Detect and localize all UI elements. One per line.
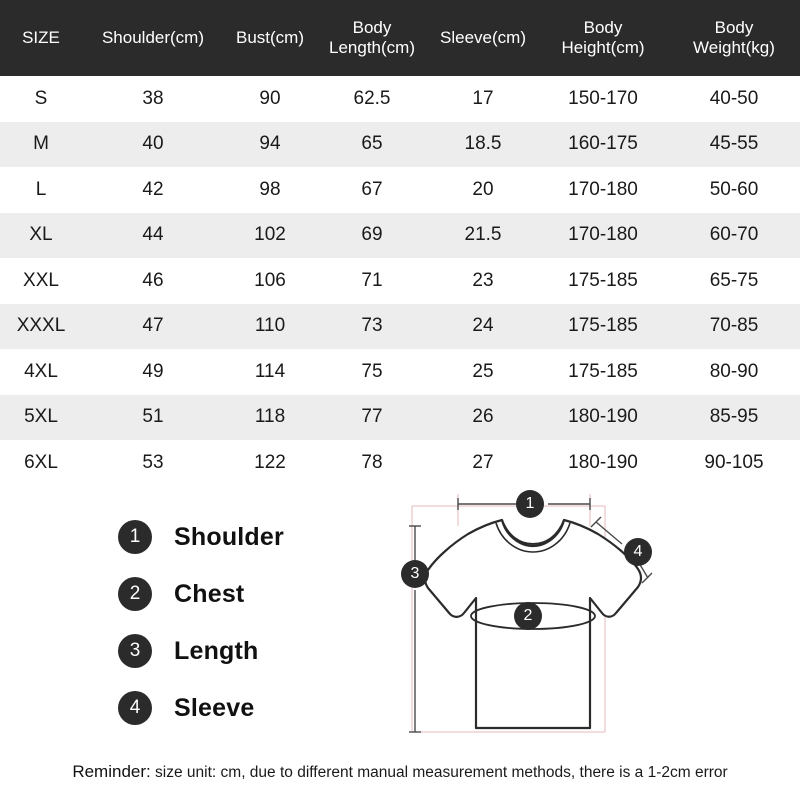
cell-size: 4XL <box>0 349 82 395</box>
diagram-badge-2: 2 <box>514 602 542 630</box>
legend-label: Chest <box>174 579 245 608</box>
cell-body-height: 150-170 <box>538 76 668 122</box>
legend-item-shoulder <box>118 509 378 566</box>
cell-body-weight: 60-70 <box>668 213 800 259</box>
cell-size: XXL <box>0 258 82 304</box>
legend-item-length <box>118 623 378 680</box>
reminder-label: Reminder: <box>72 762 151 781</box>
cell-body-height: 170-180 <box>538 167 668 213</box>
table-header <box>0 0 800 76</box>
cell-body-weight: 70-85 <box>668 304 800 350</box>
table-row <box>0 122 800 168</box>
cell-bust: 98 <box>224 167 316 213</box>
reminder-note <box>0 762 800 782</box>
legend-item-sleeve <box>118 680 378 737</box>
cell-body-height: 175-185 <box>538 258 668 304</box>
header-line: Body <box>714 17 754 37</box>
cell-body-height: 180-190 <box>538 395 668 441</box>
table-row <box>0 76 800 122</box>
header-line: Length(cm) <box>329 38 415 57</box>
table-row <box>0 349 800 395</box>
cell-body-height: 180-190 <box>538 440 668 486</box>
cell-shoulder: 46 <box>82 258 224 304</box>
column-header-bust <box>224 0 316 76</box>
tshirt-diagram <box>390 486 690 746</box>
cell-body-weight: 65-75 <box>668 258 800 304</box>
cell-bust: 114 <box>224 349 316 395</box>
header-line: SIZE <box>22 27 60 47</box>
cell-body-length: 62.5 <box>316 76 428 122</box>
cell-sleeve: 27 <box>428 440 538 486</box>
cell-sleeve: 18.5 <box>428 122 538 168</box>
cell-size: XXXL <box>0 304 82 350</box>
cell-body-length: 75 <box>316 349 428 395</box>
cell-sleeve: 26 <box>428 395 538 441</box>
header-line: Sleeve(cm) <box>440 27 526 47</box>
cell-shoulder: 44 <box>82 213 224 259</box>
header-line: Bust(cm) <box>236 27 304 47</box>
measurement-legend <box>118 509 378 737</box>
column-header-shoulder <box>82 0 224 76</box>
cell-bust: 110 <box>224 304 316 350</box>
column-header-size <box>0 0 82 76</box>
reminder-text: size unit: cm, due to different manual measurement methods, there is a 1-2cm error <box>150 764 728 781</box>
column-header-body-weight <box>668 0 800 76</box>
cell-size: 5XL <box>0 395 82 441</box>
cell-bust: 106 <box>224 258 316 304</box>
cell-body-height: 175-185 <box>538 349 668 395</box>
table-row <box>0 304 800 350</box>
cell-shoulder: 47 <box>82 304 224 350</box>
cell-body-length: 73 <box>316 304 428 350</box>
header-line: Weight(kg) <box>693 38 775 57</box>
cell-body-weight: 90-105 <box>668 440 800 486</box>
cell-bust: 90 <box>224 76 316 122</box>
cell-body-length: 65 <box>316 122 428 168</box>
cell-body-weight: 50-60 <box>668 167 800 213</box>
cell-shoulder: 53 <box>82 440 224 486</box>
cell-size: 6XL <box>0 440 82 486</box>
cell-sleeve: 21.5 <box>428 213 538 259</box>
badge-4-icon: 4 <box>118 691 152 725</box>
legend-label: Shoulder <box>174 522 284 551</box>
cell-size: XL <box>0 213 82 259</box>
table-row <box>0 395 800 441</box>
cell-body-length: 69 <box>316 213 428 259</box>
header-line: Height(cm) <box>561 38 645 57</box>
badge-3-icon: 3 <box>118 634 152 668</box>
column-header-body-length <box>316 0 428 76</box>
legend-item-chest <box>118 566 378 623</box>
cell-body-length: 67 <box>316 167 428 213</box>
cell-body-weight: 40-50 <box>668 76 800 122</box>
cell-body-height: 175-185 <box>538 304 668 350</box>
cell-bust: 118 <box>224 395 316 441</box>
cell-shoulder: 38 <box>82 76 224 122</box>
measurement-guide <box>0 486 800 751</box>
badge-2-icon: 2 <box>118 577 152 611</box>
cell-body-height: 160-175 <box>538 122 668 168</box>
cell-body-length: 71 <box>316 258 428 304</box>
table-row <box>0 167 800 213</box>
cell-body-length: 78 <box>316 440 428 486</box>
cell-shoulder: 51 <box>82 395 224 441</box>
header-line: Shoulder(cm) <box>101 27 205 47</box>
table-row <box>0 213 800 259</box>
table-row <box>0 440 800 486</box>
diagram-badge-4: 4 <box>624 538 652 566</box>
table-body <box>0 76 800 486</box>
cell-size: S <box>0 76 82 122</box>
cell-shoulder: 40 <box>82 122 224 168</box>
diagram-badge-3: 3 <box>401 560 429 588</box>
cell-shoulder: 49 <box>82 349 224 395</box>
cell-body-weight: 80-90 <box>668 349 800 395</box>
cell-sleeve: 23 <box>428 258 538 304</box>
badge-1-icon: 1 <box>118 520 152 554</box>
header-line: Body <box>352 17 392 37</box>
column-header-body-height <box>538 0 668 76</box>
cell-bust: 102 <box>224 213 316 259</box>
header-line: Body <box>583 17 623 37</box>
table-header-row <box>0 0 800 76</box>
cell-body-weight: 85-95 <box>668 395 800 441</box>
cell-shoulder: 42 <box>82 167 224 213</box>
cell-size: L <box>0 167 82 213</box>
cell-sleeve: 24 <box>428 304 538 350</box>
table-row <box>0 258 800 304</box>
cell-bust: 122 <box>224 440 316 486</box>
legend-label: Length <box>174 636 259 665</box>
legend-label: Sleeve <box>174 693 255 722</box>
cell-sleeve: 25 <box>428 349 538 395</box>
cell-body-height: 170-180 <box>538 213 668 259</box>
cell-bust: 94 <box>224 122 316 168</box>
cell-size: M <box>0 122 82 168</box>
cell-body-length: 77 <box>316 395 428 441</box>
cell-body-weight: 45-55 <box>668 122 800 168</box>
cell-sleeve: 17 <box>428 76 538 122</box>
cell-sleeve: 20 <box>428 167 538 213</box>
diagram-badge-1: 1 <box>516 490 544 518</box>
column-header-sleeve <box>428 0 538 76</box>
